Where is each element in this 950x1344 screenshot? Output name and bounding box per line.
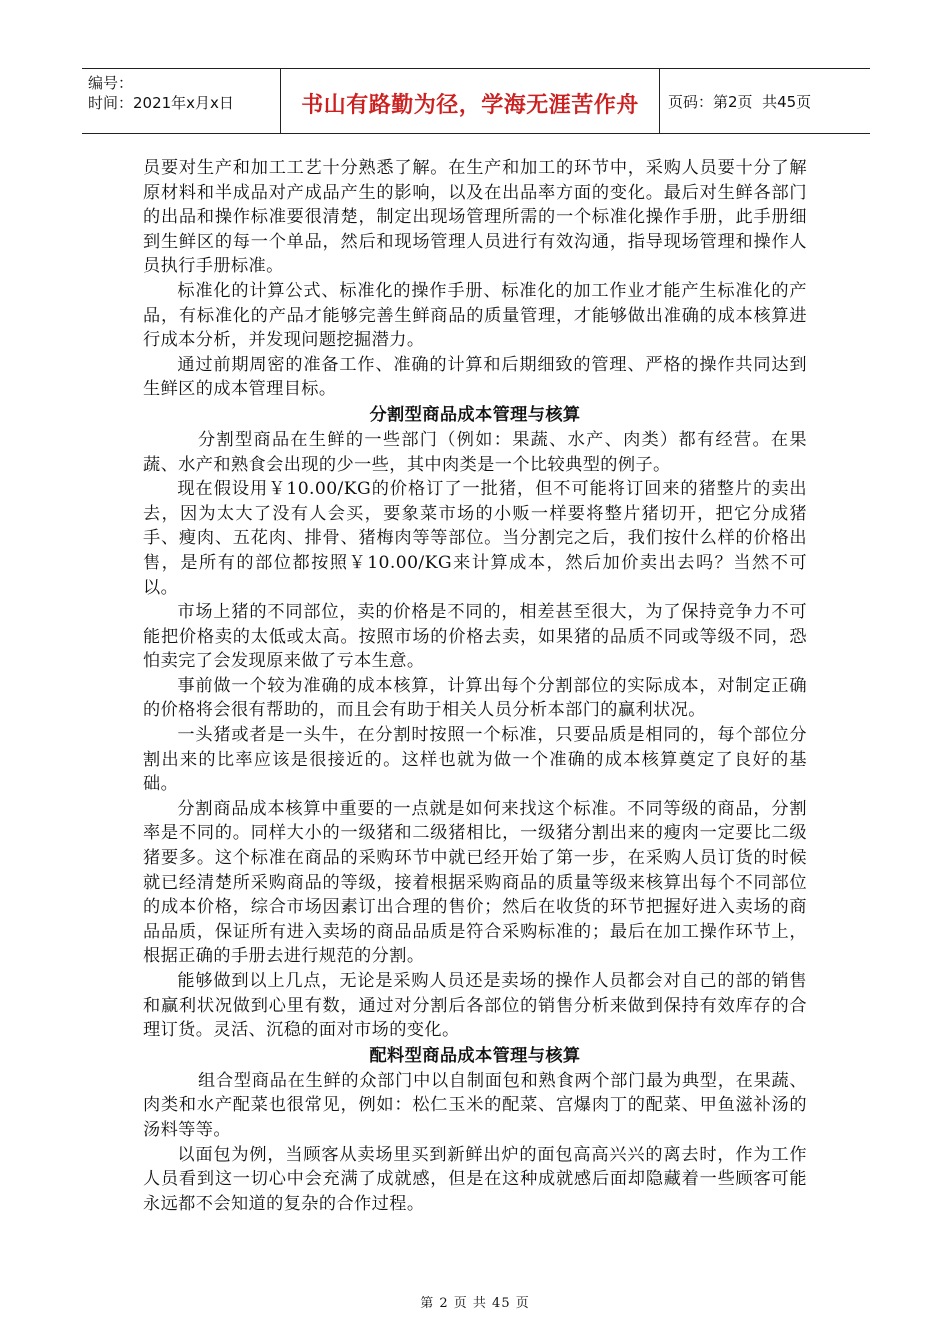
body-paragraph: 市场上猪的不同部位，卖的价格是不同的，相差甚至很大，为了保持竞争力不可能把价格卖的太低或太高。按照市场的价格去卖，如果猪的品质不同或等级不同，恐怕卖完了会发现原来做了亏本生意。 — [143, 602, 807, 672]
document-number-label: 编号： — [88, 74, 134, 92]
body-paragraph: 分割型商品在生鲜的一些部门（例如：果蔬、水产、肉类）都有经营。在果蔬、水产和熟食会出现的少一些，其中肉类是一个比较典型的例子。 — [143, 429, 807, 475]
page-header — [82, 68, 870, 134]
section-heading: 分割型商品成本管理与核算 — [369, 404, 581, 425]
body-paragraph: 事前做一个较为准确的成本核算，计算出每个分割部位的实际成本，对制定正确的价格将会很有帮助的，而且会有助于相关人员分析本部门的赢利状况。 — [143, 675, 807, 721]
header-page-info: 页码：第2页 共45页 — [668, 92, 812, 111]
header-motto: 书山有路勤为径，学海无涯苦作舟 — [301, 92, 639, 118]
section-heading: 配料型商品成本管理与核算 — [369, 1045, 581, 1066]
header-page-info-cell — [660, 69, 870, 133]
document-date-label: 时间：2021年x月x日 — [88, 94, 234, 112]
header-meta — [82, 69, 280, 133]
page-footer: 第 2 页 共 45 页 — [420, 1296, 530, 1311]
header-motto-cell — [280, 69, 660, 133]
document-body — [143, 156, 807, 1216]
body-paragraph: 以面包为例，当顾客从卖场里买到新鲜出炉的面包高高兴兴的离去时，作为工作人员看到这一切心中会充满了成就感，但是在这种成就感后面却隐藏着一些顾客可能永远都不会知道的复杂的合作过程。 — [143, 1144, 807, 1214]
body-paragraph: 组合型商品在生鲜的众部门中以自制面包和熟食两个部门最为典型，在果蔬、肉类和水产配菜也很常见，例如：松仁玉米的配菜、宫爆肉丁的配菜、甲鱼滋补汤的汤料等等。 — [143, 1070, 807, 1140]
body-paragraph: 员要对生产和加工工艺十分熟悉了解。在生产和加工的环节中，采购人员要十分了解原材料和半成品对产成品产生的影响，以及在出品率方面的变化。最后对生鲜各部门的出品和操作标准要很清楚，制定出现场管理所需的一个标准化操作手册，此手册细到生鲜区的每一个单品，然后和现场管理人员进行有效沟通，指导现场管理和操作人员执行手册标准。 — [143, 158, 807, 277]
body-paragraph: 标准化的计算公式、标准化的操作手册、标准化的加工作业才能产生标准化的产品，有标准化的产品才能够完善生鲜商品的质量管理，才能够做出准确的成本核算进行成本分析，并发现问题挖掘潜力。 — [143, 280, 807, 351]
body-paragraph: 现在假设用￥10.00/KG的价格订了一批猪，但不可能将订回来的猪整片的卖出去，因为太大了没有人会买，要象菜市场的小贩一样要将整片猪切开，把它分成猪手、瘦肉、五花肉、排骨、猪梅肉等等部位。当分割完之后，我们按什么样的价格出售，是所有的部位都按照￥10.00/KG来计算成本，然后加价卖出去吗？当然不可以。 — [143, 479, 807, 598]
body-paragraph: 分割商品成本核算中重要的一点就是如何来找这个标准。不同等级的商品，分割率是不同的。同样大小的一级猪和二级猪相比，一级猪分割出来的瘦肉一定要比二级猪要多。这个标准在商品的采购环节中就已经开始了第一步，在采购人员订货的时候就已经清楚所采购商品的等级，接着根据采购商品的质量等级来核算出每个不同部位的成本价格，综合市场因素订出合理的售价；然后在收货的环节把握好进入卖场的商品品质，保证所有进入卖场的商品品质是符合采购标准的；最后在加工操作环节上，根据正确的手册去进行规范的分割。 — [143, 798, 807, 967]
body-paragraph: 一头猪或者是一头牛，在分割时按照一个标准，只要品质是相同的，每个部位分割出来的比率应该是很接近的。这样也就为做一个准确的成本核算奠定了良好的基础。 — [143, 725, 807, 795]
body-paragraph: 能够做到以上几点，无论是采购人员还是卖场的操作人员都会对自己的部的销售和赢利状况做到心里有数，通过对分割后各部位的销售分析来做到保持有效库存的合理订货。灵活、沉稳的面对市场的变化。 — [143, 971, 807, 1041]
body-paragraph: 通过前期周密的准备工作、准确的计算和后期细致的管理、严格的操作共同达到生鲜区的成本管理目标。 — [143, 354, 807, 400]
